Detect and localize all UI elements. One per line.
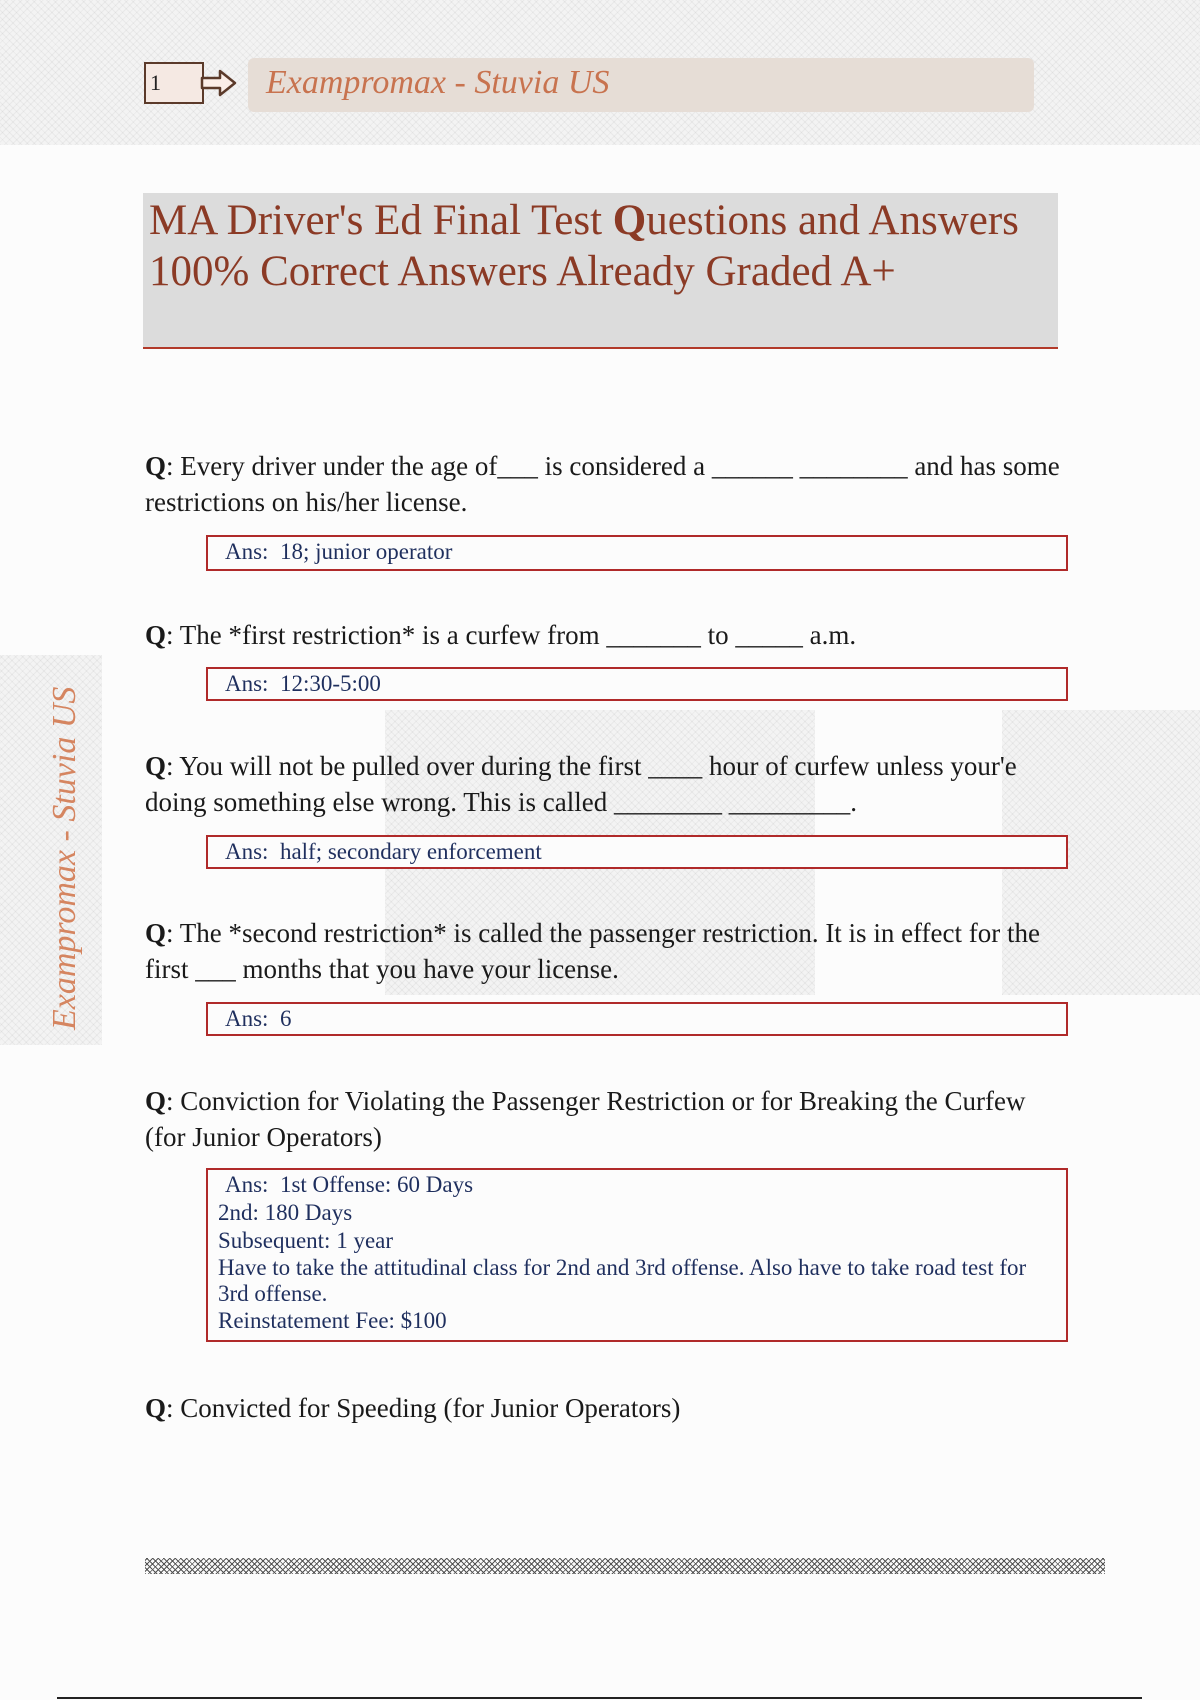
answer-line: Ans: 18; junior operator [225,539,453,564]
answer-box [206,1002,1068,1036]
question-text: : The *second restriction* is called the passenger restriction. It is in effect for the first ___ months that you have your license. [145,918,1040,984]
question-text: : Conviction for Violating the Passenger Restriction or for Breaking the Curfew (for Junior Operators) [145,1086,1026,1152]
question [145,448,1065,520]
bottom-rule [57,1697,1142,1699]
side-watermark-label: Exampromax - Stuvia US [46,686,83,1030]
question-prefix: Q [145,1393,167,1423]
question-prefix: Q [145,751,167,781]
answer-line: 2nd: 180 Days [218,1200,353,1225]
question-prefix: Q [145,918,167,948]
answer-line: Have to take the attitudinal class for 2nd and 3rd offense. Also have to take road test for 3rd offense. [218,1255,1032,1306]
question-text: : The *first restriction* is a curfew from _______ to _____ a.m. [166,620,857,650]
page-number: 1 [144,62,204,104]
question-text: : Convicted for Speeding (for Junior Operators) [166,1393,681,1423]
header-title: Exampromax - Stuvia US [266,64,610,101]
question-text: : You will not be pulled over during the first ____ hour of curfew unless your'e doing something else wrong. This is called ________ _________. [145,751,1017,817]
document-title-part: uestions and Answers 100% Correct Answers Already Graded A+ [149,197,1019,295]
answer-box [206,667,1068,701]
answer-line: Ans: 1st Offense: 60 Days [225,1172,474,1197]
document-title-part: Q [612,197,647,244]
question [145,617,1065,653]
answer-line: Reinstatement Fee: $100 [218,1308,447,1333]
answer-box [206,535,1068,571]
answer-line: Ans: half; secondary enforcement [225,839,542,864]
footer-divider [145,1558,1105,1574]
header-banner [248,58,1034,112]
answer-box [206,1168,1068,1342]
question [145,748,1065,820]
question [145,1083,1065,1155]
arrow-right-icon [200,68,238,98]
question [145,915,1065,987]
question-text: : Every driver under the age of___ is considered a ______ ________ and has some restrictions on his/her license. [145,451,1060,517]
document-title-box [143,193,1058,349]
question-prefix: Q [145,620,167,650]
question [145,1390,1065,1426]
question-prefix: Q [145,1086,167,1116]
question-prefix: Q [145,451,167,481]
answer-line: Ans: 6 [225,1006,292,1031]
answer-line: Ans: 12:30-5:00 [225,671,381,696]
document-title [149,195,1052,297]
document-title-part: MA Driver's Ed Final Test [149,197,613,244]
answer-line: Subsequent: 1 year [218,1228,394,1253]
answer-box [206,835,1068,869]
